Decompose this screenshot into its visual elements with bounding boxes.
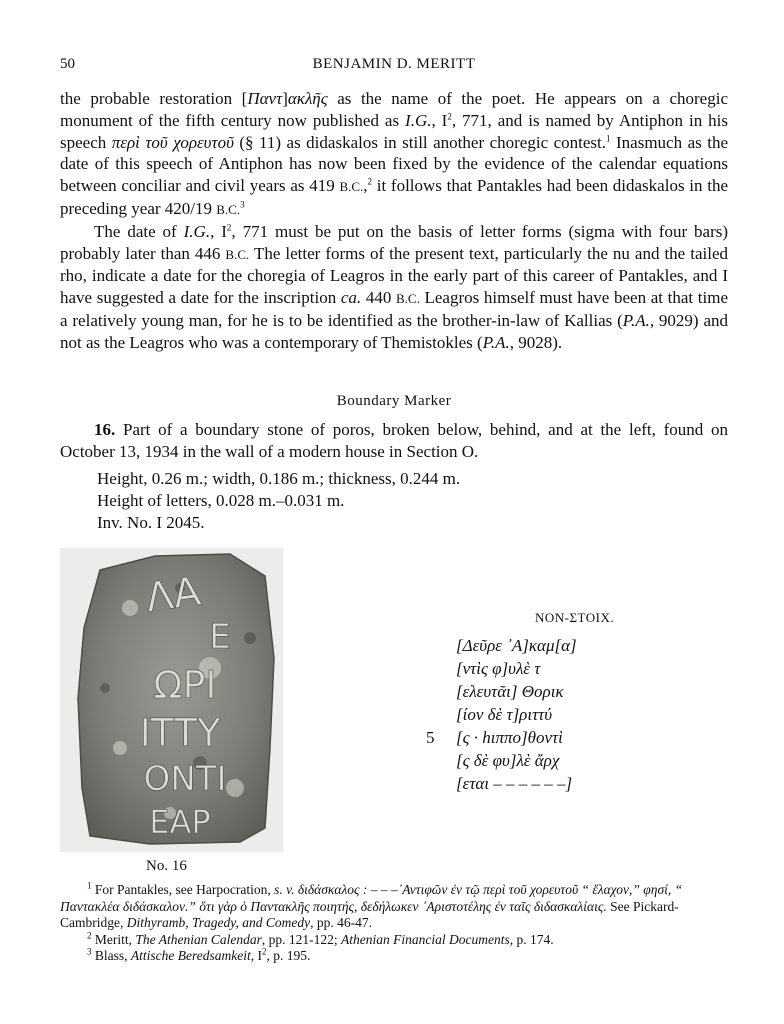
text-run: , 771 must be put on the basis of letter forms (sigma with four bars) probably later than 446 xyxy=(60,221,729,263)
stone-letters-line-3: ΩΡΙ xyxy=(153,663,217,707)
footnote-3 xyxy=(60,948,728,965)
greek-text: Παντ xyxy=(247,89,283,108)
stone-letters-line-2: Ε xyxy=(209,617,231,657)
stone-letters-line-4: ΙΤΤΥ xyxy=(139,711,221,755)
page-number: 50 xyxy=(60,56,75,72)
text-run: , xyxy=(363,176,368,196)
citation-abbrev: s. v. xyxy=(274,882,295,897)
text-run: , I xyxy=(250,948,262,964)
text-run: (§ 11) as didaskalos in still another choregic contest. xyxy=(233,132,607,152)
work-title: The Athenian Calendar xyxy=(135,931,262,947)
footnote-mark: 3 xyxy=(87,946,92,957)
catalog-entry xyxy=(60,419,728,463)
line-number: 5 xyxy=(426,728,435,747)
entry-number: 16. xyxy=(94,420,116,439)
greek-quotation: διδάσκαλος : – – –᾽Αντιφῶν ἐν τῷ περὶ τοῦ χορευτοῦ “ ἔλαχον,” φησί, “ Παντακλέα διδάσκαλον.” ὅτι γὰρ ὁ Παντακλῆς ποιητής, δεδήλωκεν ᾽Αριστοτέλης ἐν ταῖς διδασκαλίαις. xyxy=(60,882,683,914)
footnote-2 xyxy=(60,932,728,949)
text-run: See Pickard-Cambridge, xyxy=(60,898,679,931)
stone-letters-line-5: ΟΝΤΙ xyxy=(143,759,227,799)
era-abbrev: B.C. xyxy=(339,179,364,195)
line-text: [εται – – – – – –] xyxy=(456,774,573,793)
citation-abbrev: I.G. xyxy=(405,110,432,130)
text-run: the probable restoration [ xyxy=(60,89,248,108)
footnote-mark: 2 xyxy=(87,930,92,941)
running-head: BENJAMIN D. MERITT xyxy=(312,56,476,72)
superscript: 2 xyxy=(447,111,452,122)
line-text: [ς δὲ φυ]λὲ ἄρχ xyxy=(456,751,560,770)
body-text xyxy=(60,88,728,354)
work-title: Athenian Financial Documents xyxy=(341,931,510,947)
stone-letters-line-6: ΕΑΡ xyxy=(149,803,211,841)
citation-abbrev: P.A. xyxy=(622,310,650,330)
era-abbrev: B.C. xyxy=(216,201,241,217)
line-text: [ίον δὲ τ]ριττύ xyxy=(456,705,553,724)
era-abbrev: B.C. xyxy=(395,291,420,307)
inscription-heading: NON-ΣΤΟΙΧ. xyxy=(535,610,615,625)
text-run: ] xyxy=(282,89,288,108)
era-abbrev: B.C. xyxy=(225,246,250,262)
superscript: 2 xyxy=(261,946,267,957)
work-title: Attische Beredsamkeit xyxy=(130,948,251,964)
text-run: Meritt, xyxy=(91,931,136,947)
text-run: 440 xyxy=(361,288,396,308)
line-text: [ντὶς φ]υλὲ τ xyxy=(456,659,541,678)
footnote-1 xyxy=(60,882,728,932)
text-run: The letter forms of the present text, particularly the nu and the tailed rho, indicate a date for the choregia of Leagros in the early part of this career of Pantakles, and I have suggested a date for the inscription xyxy=(60,243,728,308)
text-run: , I xyxy=(431,110,448,130)
text-run: , pp. 121-122; xyxy=(261,931,341,947)
footnote-mark[interactable]: 2 xyxy=(367,176,373,187)
text-run: it follows that Pantakles had been didaskalos in the preceding year 420/19 xyxy=(60,176,728,218)
superscript: 2 xyxy=(226,222,232,233)
entry-description: Part of a boundary stone of poros, broken below, behind, and at the left, found on October 13, 1934 in the wall of a modern house in Section O. xyxy=(60,420,729,461)
section-title: Boundary Marker xyxy=(336,393,452,409)
stone-letters-line-1: ΛΑ xyxy=(142,568,204,622)
citation-abbrev: P.A. xyxy=(482,332,510,352)
text-run: , I xyxy=(210,221,227,241)
line-text: [ελευτᾶι] Θορικ xyxy=(456,682,564,701)
footnotes xyxy=(60,882,728,965)
work-title: Dithyramb, Tragedy, and Comedy xyxy=(126,915,311,931)
line-text: [ς · hιππο]θοντὶ xyxy=(456,728,563,747)
text-run: , p. 195. xyxy=(266,948,311,964)
stone-photograph xyxy=(60,548,283,852)
text-run: , p. 174. xyxy=(509,931,554,947)
paragraph-2 xyxy=(60,221,728,354)
text-run: , pp. 46-47. xyxy=(310,915,372,931)
page-header xyxy=(60,56,728,78)
detail-dimensions: Height, 0.26 m.; width, 0.186 m.; thickness, 0.244 m. xyxy=(97,469,461,488)
text-run: , 771, and is named by Antiphon in his speech xyxy=(60,110,729,152)
text-run: , 9028). xyxy=(509,332,563,352)
detail-inventory: Inv. No. I 2045. xyxy=(97,512,205,532)
text-run: , 9029) and not as the Leagros who was a contemporary of Themistokles ( xyxy=(60,310,728,352)
entry-description-paragraph xyxy=(60,419,728,463)
detail-letter-height: Height of letters, 0.028 m.–0.031 m. xyxy=(97,490,345,510)
text-run: Inasmuch as the date of this speech of Antiphon has now been fixed by the evidence of the calendar equations between conciliar and civil years as 419 xyxy=(60,132,728,196)
figure-caption: No. 16 xyxy=(146,858,187,874)
text-run: Leagros himself must have been at that time a relatively young man, for he is to be identified as the brother-in-law of Kallias ( xyxy=(60,288,729,330)
footnote-mark[interactable]: 1 xyxy=(606,132,611,143)
text-run: Blass, xyxy=(91,948,131,964)
citation-abbrev: I.G. xyxy=(183,221,211,241)
footnote-mark: 1 xyxy=(87,880,92,891)
text-run: as the name of the poet. He appears on a choregic monument of the fifth century now published as xyxy=(60,89,728,130)
text-run: The date of xyxy=(94,221,184,241)
greek-text: περὶ τοῦ χορευτοῦ xyxy=(111,132,234,152)
footnote-mark[interactable]: 3 xyxy=(240,199,245,210)
paragraph-1 xyxy=(60,88,728,221)
stone-image xyxy=(60,548,283,852)
entry-details xyxy=(97,468,460,533)
greek-text: ακλῆς xyxy=(287,89,328,108)
text-run: For Pantakles, see Harpocration, xyxy=(91,882,275,897)
circa-abbrev: ca. xyxy=(340,288,362,308)
line-text: [Δεῦρε ᾽Α]καμ[α] xyxy=(456,636,577,655)
